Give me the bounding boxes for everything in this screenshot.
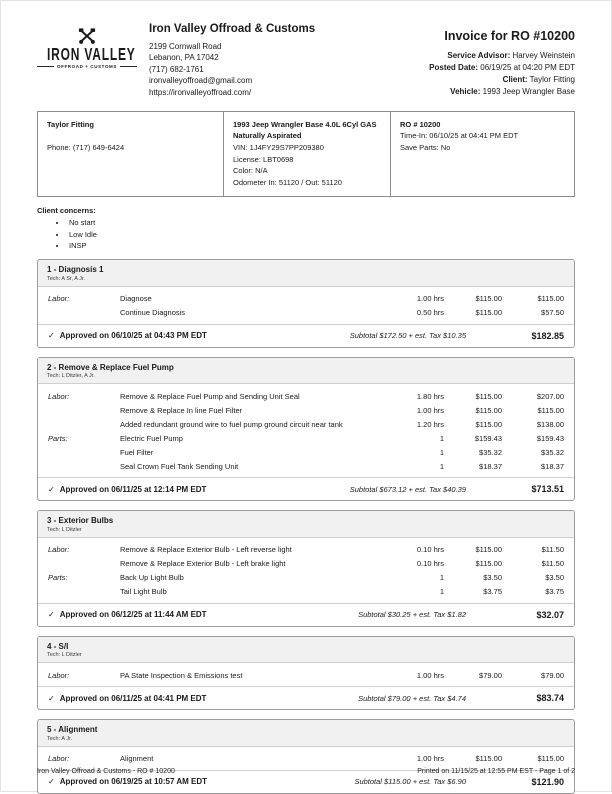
service-advisor-line: Service Advisor: Harvey Weinstein [447,50,575,60]
line-item-description: Fuel Filter [120,447,154,457]
company-address-line1: 2199 Cornwall Road [149,41,222,51]
job-total: $121.90 [531,776,564,787]
approved-status [48,610,358,619]
approved-text: Approved on 06/10/25 at 04:43 PM EDT [59,331,207,341]
line-item-row [38,389,574,403]
line-item-total: $18.37 [541,461,564,471]
line-item-row [38,543,574,557]
line-item-row [38,752,574,766]
approved-status [48,485,350,494]
line-item-group-label: Labor: [48,294,70,304]
company-phone: (717) 682-1761 [149,64,204,74]
line-item-description: PA State Inspection & Emissions test [120,670,243,680]
job-subtotal: Subtotal $30.25 + est. Tax $1.82 [358,610,466,620]
job-footer [38,477,574,500]
vehicle-vin: VIN: 1J4FY29S7PP209380 [233,142,324,152]
line-item-row [38,431,574,445]
concern-item: • Low Idle [67,230,575,239]
line-item-total: $115.00 [537,754,564,764]
line-item-total: $3.75 [545,587,564,597]
job-subtotal: Subtotal $673.12 + est. Tax $40.39 [349,484,466,494]
logo-tagline: OFFROAD + CUSTOMS [37,64,137,69]
job-tech: Tech: L Ditzler, A Jr. [47,373,95,380]
approved-text: Approved on 06/19/25 at 10:57 AM EDT [59,777,208,787]
vehicle-line: Vehicle: 1993 Jeep Wrangler Base [450,86,575,96]
client-concerns [37,206,575,250]
job-title: 1 - Diagnosis 1 [47,265,104,275]
line-item-row [38,571,574,585]
line-item-total: $207.00 [536,391,564,401]
line-item-group-label: Labor: [48,670,70,680]
line-item-rate: $159.43 [474,433,502,443]
line-item-rate: $35.32 [479,447,502,457]
line-item-qty: 1 [439,573,444,583]
logo-rule-right [120,66,137,67]
line-item-rate: $115.00 [475,754,502,764]
line-item-rate: $115.00 [475,545,502,555]
company-info [149,17,429,99]
ro-info-box [37,111,575,198]
job-line-items [38,538,574,603]
invoice-header [37,17,575,99]
job-total: $32.07 [536,609,564,620]
job-section [37,259,575,348]
concern-item: • No start [67,218,575,227]
job-header [38,637,574,664]
company-name: Iron Valley Offroad & Customs [149,23,316,35]
ro-save-parts: Save Parts: No [400,142,451,152]
line-item-total: $159.43 [536,433,564,443]
approved-check-icon: ✓ [48,777,55,787]
line-item-qty: 1.80 hrs [416,391,444,401]
line-item-group-label: Parts: [48,573,68,583]
line-item-description: Back Up Light Bulb [120,573,184,583]
job-line-items [38,384,574,477]
line-item-rate: $115.00 [475,405,502,415]
line-item-description: Diagnose [120,294,152,304]
line-item-rate: $115.00 [475,391,502,401]
line-item-row [38,292,574,306]
job-subtotal: Subtotal $115.00 + est. Tax $6.90 [354,777,466,787]
invoice-title: Invoice for RO #10200 [444,29,575,43]
footer-left: Iron Valley Offroad & Customs - RO # 10200 [37,768,175,775]
line-item-qty: 1.00 hrs [416,294,444,304]
job-line-items [38,747,574,770]
line-item-qty: 1 [439,587,444,597]
client-info-column [38,112,223,197]
line-item-total: $79.00 [541,670,564,680]
job-line-items [38,663,574,686]
job-total: $182.85 [531,330,564,341]
client-phone: Phone: (717) 649-6424 [47,143,125,153]
concern-item: • INSP [67,241,575,250]
line-item-description: Continue Diagnosis [120,308,186,318]
line-item-description: Electric Fuel Pump [120,433,183,443]
job-header [38,720,574,747]
line-item-description: Alignment [120,754,154,764]
line-item-total: $35.32 [541,447,564,457]
line-item-group-label: Parts: [48,433,68,443]
client-concerns-list [67,218,575,250]
ro-number: RO # 10200 [400,119,441,129]
line-item-total: $57.50 [541,308,564,318]
approved-check-icon: ✓ [48,610,55,620]
ro-time-in: Time-In: 06/10/25 at 04:41 PM EDT [400,131,519,141]
footer-right: Printed on 11/15/25 at 12:55 PM EST - Page 1 of 2 [417,768,575,775]
approved-text: Approved on 06/11/25 at 04:41 PM EDT [59,693,207,703]
job-title: 5 - Alignment [47,725,98,735]
line-item-total: $115.00 [537,294,564,304]
approved-status [48,331,350,340]
job-tech: Tech: L Ditzler [47,652,82,659]
company-email[interactable]: ironvalleyoffroad@gmail.com [149,76,253,86]
crossed-pistons-icon [76,27,98,45]
line-item-description: Remove & Replace Exterior Bulb - Left brake light [120,559,286,569]
job-section [37,636,575,711]
job-title: 3 - Exterior Bulbs [47,516,114,526]
line-item-group-label: Labor: [48,754,70,764]
job-title: 2 - Remove & Replace Fuel Pump [47,362,174,372]
line-item-rate: $3.75 [483,587,502,597]
line-item-row [38,459,574,473]
job-header [38,358,574,385]
job-total: $83.74 [536,693,564,704]
line-item-total: $115.00 [537,405,564,415]
job-subtotal: Subtotal $172.50 + est. Tax $10.35 [349,331,466,341]
line-item-total: $138.00 [536,419,564,429]
line-item-qty: 1.00 hrs [416,754,444,764]
logo-rule-left [37,66,54,67]
line-item-qty: 1 [439,433,444,443]
line-item-description: Remove & Replace In line Fuel Filter [120,405,243,415]
line-item-rate: $79.00 [479,670,502,680]
line-item-qty: 0.50 hrs [416,308,444,318]
company-website[interactable]: https://ironvalleyoffroad.com/ [149,88,252,98]
line-item-group-label: Labor: [48,391,70,401]
line-item-row [38,403,574,417]
line-item-total: $11.50 [541,559,564,569]
line-item-row [38,557,574,571]
vehicle-color: Color: N/A [233,166,268,176]
company-logo [37,17,137,69]
line-item-rate: $115.00 [475,308,502,318]
line-item-description: Remove & Replace Exterior Bulb - Left reverse light [120,545,292,555]
job-tech: Tech: L Ditzler [47,526,82,533]
invoice-meta [429,17,575,98]
job-section [37,510,575,627]
line-item-qty: 1.00 hrs [416,670,444,680]
line-item-qty: 1.20 hrs [416,419,444,429]
client-name: Taylor Fitting [47,119,94,129]
line-item-qty: 0.10 hrs [416,545,444,555]
job-line-items [38,287,574,324]
vehicle-license: License: LBT0698 [233,154,294,164]
line-item-group-label: Labor: [48,545,70,555]
job-tech: Tech: A Jr. [47,735,73,742]
line-item-total: $3.50 [545,573,564,583]
job-subtotal: Subtotal $79.00 + est. Tax $4.74 [358,693,466,703]
line-item-row [38,445,574,459]
logo-wordmark: IRON VALLEY [47,44,136,65]
line-item-qty: 1.00 hrs [416,405,444,415]
approved-status [48,694,358,703]
job-header [38,511,574,538]
client-line: Client: Taylor Fitting [502,74,575,84]
line-item-row [38,306,574,320]
vehicle-title: 1993 Jeep Wrangler Base 4.0L 6Cyl GAS Naturally Aspirated [233,119,377,141]
vehicle-odometer: Odometer In: 51120 / Out: 51120 [233,177,342,187]
line-item-qty: 1 [439,461,444,471]
line-item-row [38,668,574,682]
line-item-qty: 1 [439,447,444,457]
line-item-description: Seal Crown Fuel Tank Sending Unit [120,461,239,471]
page-footer [37,768,575,775]
posted-date-line: Posted Date: 06/19/25 at 04:20 PM EDT [429,62,575,72]
company-address-line2: Lebanon, PA 17042 [149,53,219,63]
job-total: $713.51 [531,484,564,495]
job-section [37,719,575,794]
line-item-rate: $3.50 [483,573,502,583]
approved-text: Approved on 06/11/25 at 12:14 PM EDT [59,484,207,494]
job-title: 4 - S/I [47,641,69,651]
line-item-rate: $115.00 [475,559,502,569]
line-item-description: Added redundant ground wire to fuel pump ground circuit near tank [120,419,343,429]
job-header [38,260,574,287]
line-item-description: Tail Light Bulb [120,587,167,597]
job-footer [38,686,574,709]
line-item-row [38,585,574,599]
job-tech: Tech: A Sr, A Jr. [47,275,85,282]
job-section [37,357,575,502]
line-item-rate: $115.00 [475,294,502,304]
line-item-rate: $18.37 [479,461,502,471]
approved-text: Approved on 06/12/25 at 11:44 AM EDT [59,610,207,620]
vehicle-info-column [223,112,390,197]
line-item-total: $11.50 [541,545,564,555]
approved-check-icon: ✓ [48,484,55,494]
job-footer [38,603,574,626]
line-item-row [38,417,574,431]
line-item-description: Remove & Replace Fuel Pump and Sending Unit Seal [120,391,300,401]
ro-info-column [390,112,574,197]
approved-check-icon: ✓ [48,331,55,341]
client-concerns-label: Client concerns: [37,206,96,216]
line-item-rate: $115.00 [475,419,502,429]
job-footer [38,324,574,347]
approved-check-icon: ✓ [48,693,55,703]
job-sections [37,259,575,794]
line-item-qty: 0.10 hrs [416,559,444,569]
approved-status [48,777,354,786]
